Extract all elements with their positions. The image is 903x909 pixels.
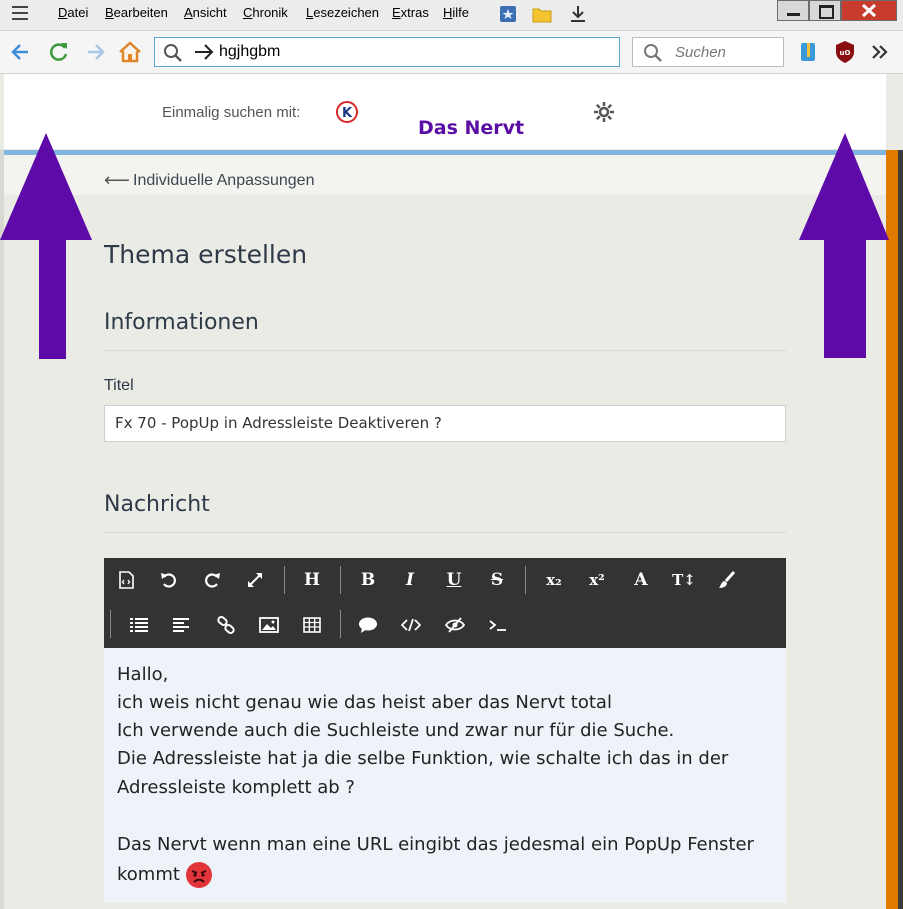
redo-icon[interactable] xyxy=(196,564,228,596)
divider xyxy=(104,532,786,533)
message-line-text: kommt xyxy=(117,864,180,885)
search-icon xyxy=(163,43,183,63)
divider xyxy=(104,350,786,351)
svg-text:uO: uO xyxy=(839,49,851,57)
menu-hilfe[interactable]: Hilfe xyxy=(443,5,470,20)
undo-icon[interactable] xyxy=(153,564,185,596)
home-icon[interactable] xyxy=(117,39,143,65)
left-annotation-arrow xyxy=(0,133,92,361)
overflow-chevron-icon[interactable] xyxy=(869,43,891,61)
menu-lesezeichen[interactable]: Lesezeichen xyxy=(306,5,380,20)
fullscreen-icon[interactable] xyxy=(239,564,271,596)
italic-button[interactable]: I xyxy=(406,570,414,590)
message-line-last xyxy=(117,862,212,888)
image-icon[interactable] xyxy=(253,609,285,641)
align-icon[interactable] xyxy=(166,609,198,641)
search-icon xyxy=(643,43,663,63)
forward-arrow-icon[interactable] xyxy=(82,39,108,65)
extension-zipper-icon[interactable] xyxy=(798,41,818,63)
title-field[interactable]: Fx 70 - PopUp in Adressleiste Deaktiveren ? xyxy=(104,405,786,442)
list-icon[interactable] xyxy=(123,609,155,641)
gear-icon[interactable] xyxy=(593,101,615,123)
toolbar-separator xyxy=(340,610,341,638)
minimize-button[interactable] xyxy=(777,0,809,21)
window-controls xyxy=(777,0,897,22)
menu-ansicht[interactable]: Ansicht xyxy=(184,5,227,20)
link-icon[interactable] xyxy=(210,609,242,641)
breadcrumb[interactable]: Individuelle Anpassungen xyxy=(133,172,315,189)
angry-face-icon xyxy=(186,862,212,888)
annotation-text: Das Nervt xyxy=(418,117,525,139)
font-color-button[interactable]: A xyxy=(634,570,648,590)
message-line: Hallo, xyxy=(117,664,169,685)
title-field-label: Titel xyxy=(104,377,134,394)
strikethrough-button[interactable]: S xyxy=(490,570,504,590)
close-icon xyxy=(842,1,896,20)
table-icon[interactable] xyxy=(296,609,328,641)
maximize-button[interactable] xyxy=(809,0,841,21)
navigation-bar xyxy=(0,31,903,74)
page-title: Thema erstellen xyxy=(104,240,308,269)
go-arrow-icon[interactable] xyxy=(193,42,215,62)
toolbar-separator xyxy=(284,566,285,594)
source-icon[interactable] xyxy=(110,564,142,596)
toolbar-separator xyxy=(525,566,526,594)
message-line: ich weis nicht genau wie das heist aber das Nervt total xyxy=(117,692,612,713)
brush-icon[interactable] xyxy=(711,564,743,596)
message-line: Das Nervt wenn man eine URL eingibt das jedesmal ein PopUp Fenster xyxy=(117,834,754,855)
download-icon[interactable] xyxy=(568,4,588,24)
reload-icon[interactable] xyxy=(46,39,72,65)
superscript-button[interactable]: x² xyxy=(589,571,605,589)
svg-text:K: K xyxy=(341,106,353,121)
underline-button[interactable]: U xyxy=(446,570,462,590)
spoiler-icon[interactable] xyxy=(439,609,471,641)
window-right-edge xyxy=(898,150,903,909)
back-arrow-icon[interactable] xyxy=(8,39,34,65)
code-icon[interactable] xyxy=(395,609,427,641)
menu-bearbeiten[interactable]: Bearbeiten xyxy=(105,5,168,20)
message-line: Adressleiste komplett ab ? xyxy=(117,777,355,798)
menu-extras[interactable]: Extras xyxy=(392,5,429,20)
font-size-button[interactable]: T↕ xyxy=(672,571,696,589)
message-line: Die Adressleiste hat ja die selbe Funktion, wie schalte ich das in der xyxy=(117,748,729,769)
toolbar-separator xyxy=(340,566,341,594)
heading-button[interactable]: H xyxy=(303,570,321,590)
menu-bar xyxy=(0,0,903,31)
subscript-button[interactable]: x₂ xyxy=(546,571,562,589)
comment-icon[interactable] xyxy=(352,609,384,641)
section-information-heading: Informationen xyxy=(104,310,259,335)
editor-toolbar xyxy=(104,558,786,648)
search-bar[interactable] xyxy=(632,37,784,67)
section-message-heading: Nachricht xyxy=(104,492,210,517)
bookmark-star-icon[interactable] xyxy=(498,4,518,24)
close-button[interactable] xyxy=(841,0,897,21)
message-editor[interactable] xyxy=(104,648,786,903)
search-placeholder: Suchen xyxy=(675,44,726,61)
url-input-value[interactable]: hgjhgbm xyxy=(219,43,281,60)
message-line: Ich verwende auch die Suchleiste und zwar nur für die Suche. xyxy=(117,720,675,741)
toolbar-separator xyxy=(110,610,111,638)
bold-button[interactable]: B xyxy=(360,570,376,590)
url-bar[interactable] xyxy=(154,37,620,67)
menu-chronik[interactable]: Chronik xyxy=(243,5,288,20)
kiosk-k-icon[interactable] xyxy=(335,100,359,124)
ublock-origin-icon[interactable] xyxy=(834,40,856,64)
folder-icon[interactable] xyxy=(532,4,552,24)
hamburger-menu-icon[interactable] xyxy=(12,6,28,22)
menu-datei[interactable]: Datei xyxy=(58,5,89,20)
terminal-icon[interactable] xyxy=(482,609,514,641)
back-arrow-icon[interactable]: ⟵ xyxy=(104,170,130,191)
one-off-search-label: Einmalig suchen mit: xyxy=(162,104,301,121)
right-annotation-arrow xyxy=(799,133,891,359)
